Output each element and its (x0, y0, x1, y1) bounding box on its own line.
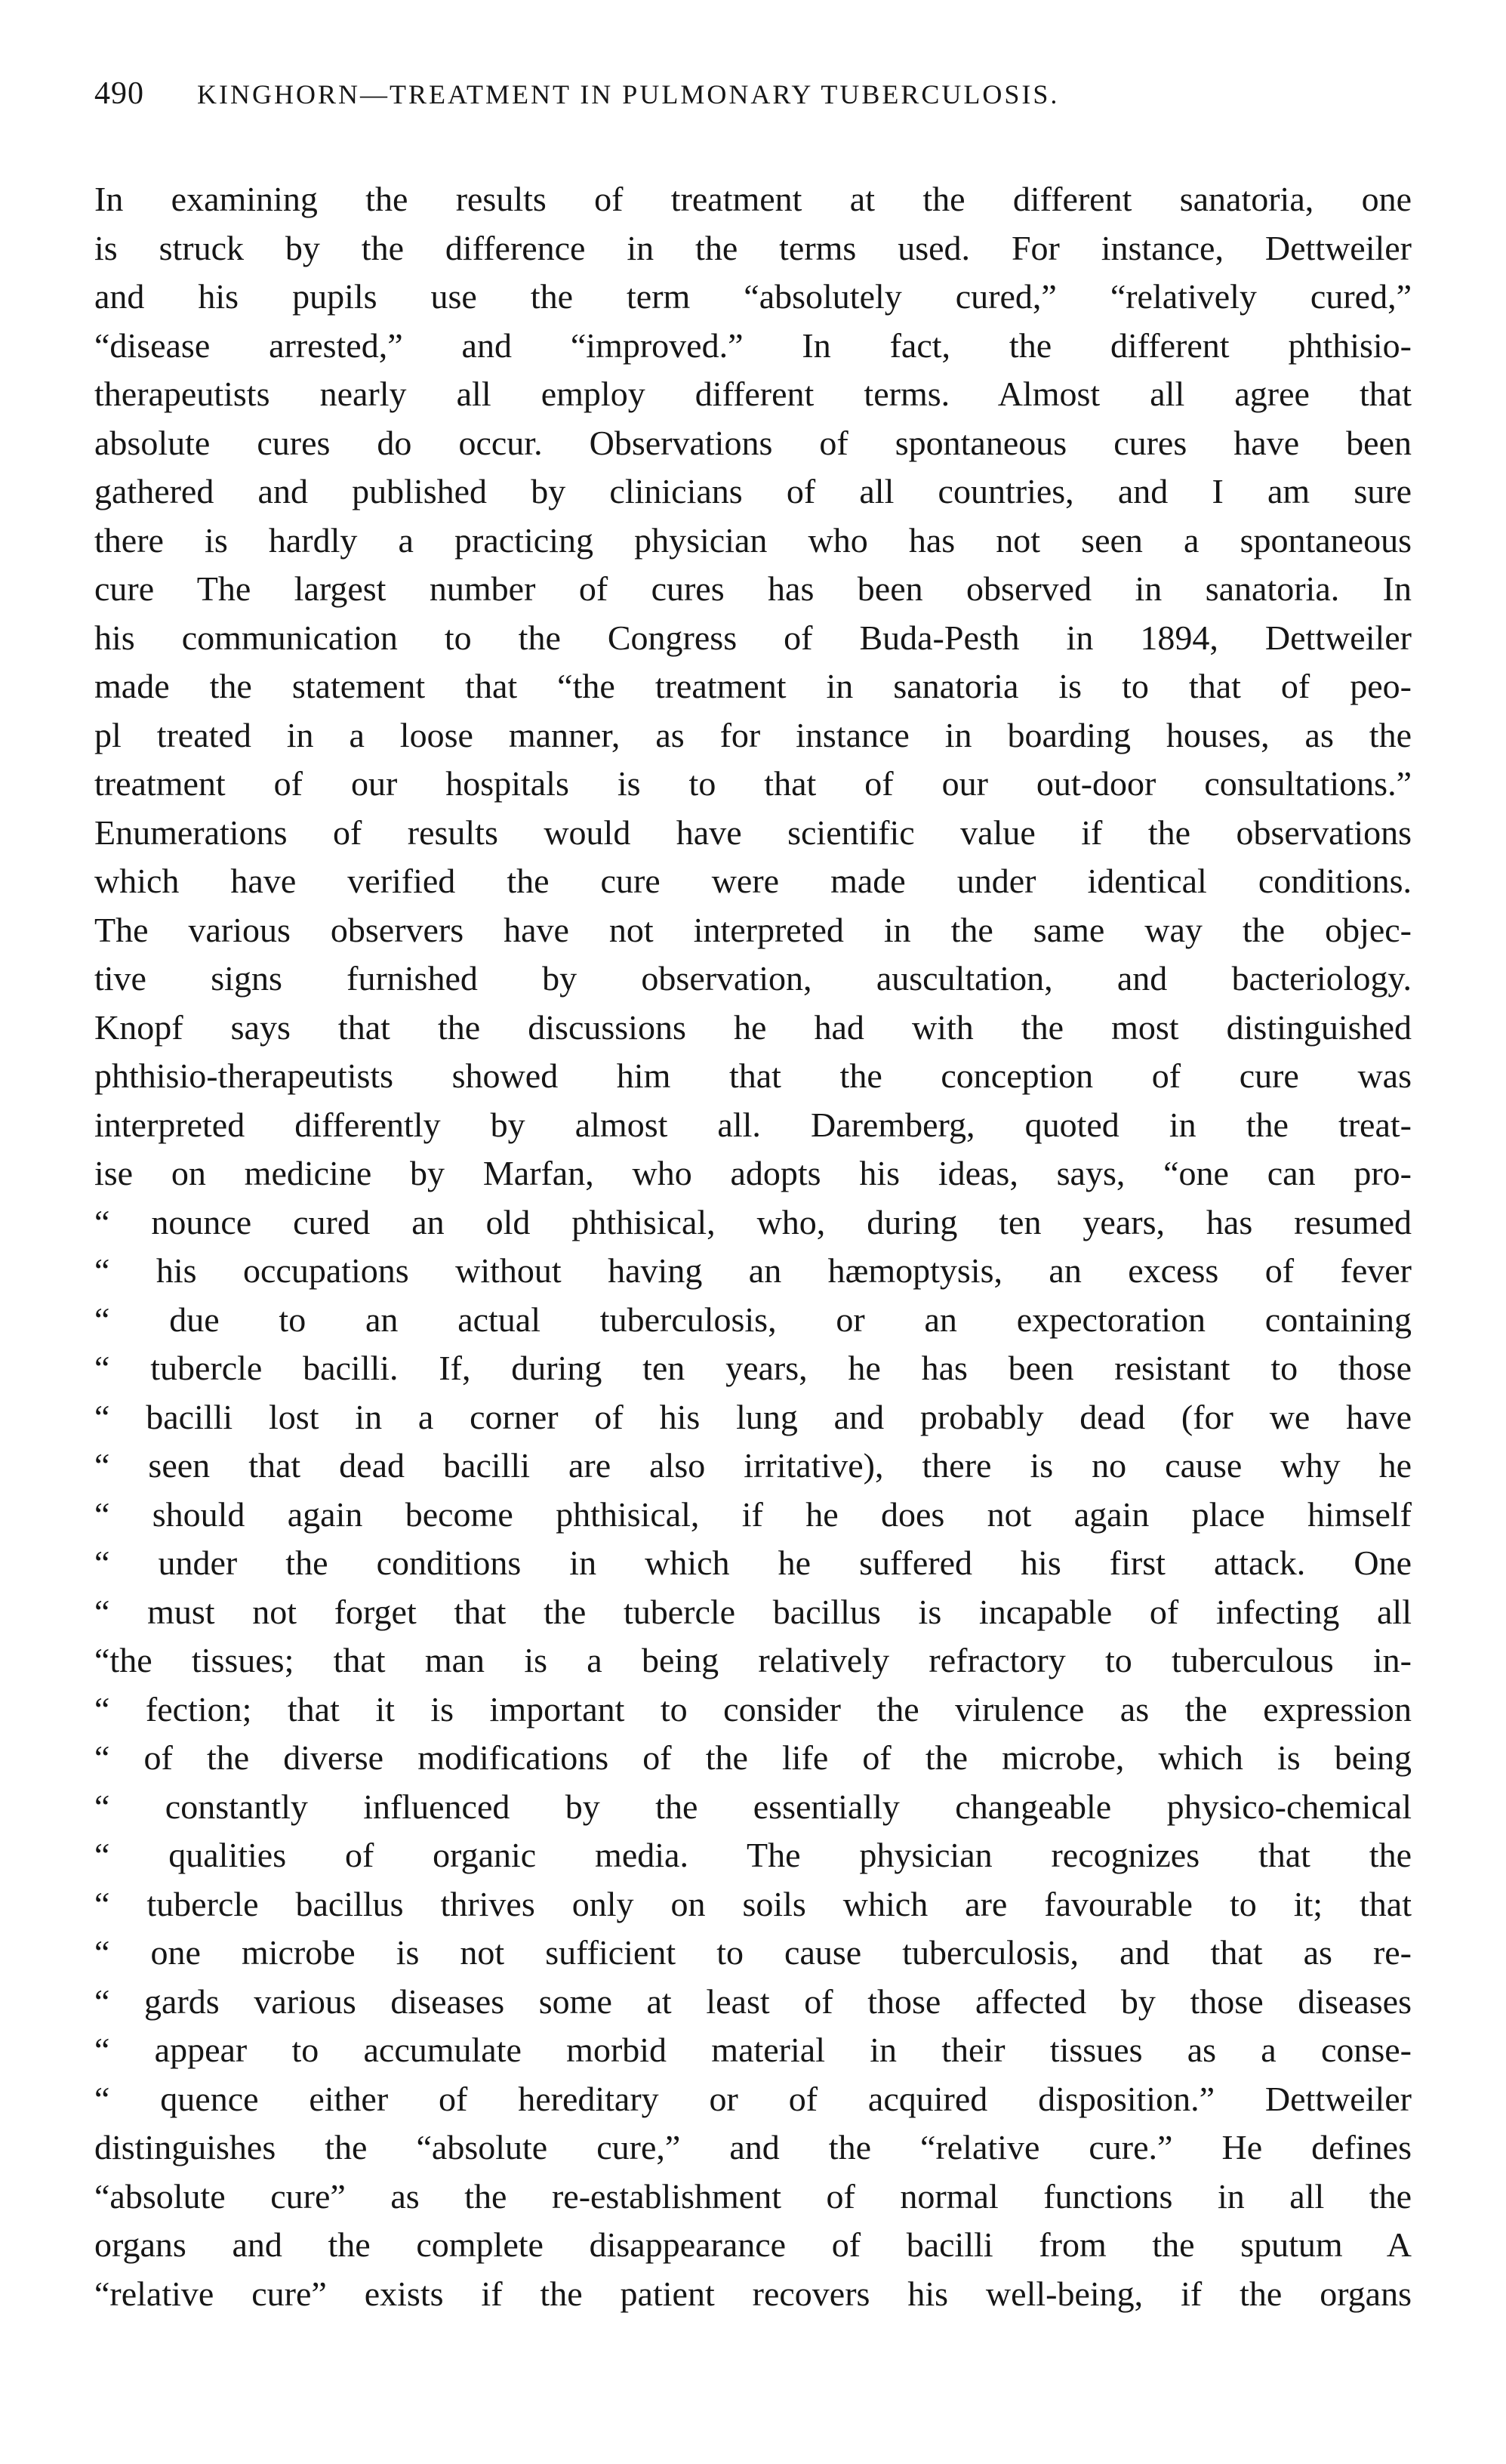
text-line: “ one microbe is not sufficient to cause tuberculosis, and that as re- (94, 1933, 1412, 1972)
text-line: In examining the results of treatment at the different sanatoria, one (94, 180, 1412, 218)
text-line: cure The largest number of cures has been observed in sanatoria. In (94, 569, 1412, 608)
text-line: “ of the diverse modifications of the life of the microbe, which is being (94, 1738, 1412, 1777)
text-line: his communication to the Congress of Buda-Pesth in 1894, Dettweiler (94, 618, 1412, 657)
text-line: “ fection; that it is important to consider the virulence as the expression (94, 1689, 1412, 1729)
text-line: “ quence either of hereditary or of acquired disposition.” Dettweiler (94, 2079, 1412, 2118)
text-line: “ constantly influenced by the essentially changeable physico-chemical (94, 1787, 1412, 1826)
document-page (94, 76, 1412, 2318)
text-line: “relative cure” exists if the patient recovers his well-being, if the organs (94, 2274, 1412, 2313)
text-line: there is hardly a practicing physician who has not seen a spontaneous (94, 520, 1412, 560)
text-line: “absolute cure” as the re-establishment of normal functions in all the (94, 2176, 1412, 2216)
text-line: “ seen that dead bacilli are also irritative), there is no cause why he (94, 1446, 1412, 1485)
text-line: “ tubercle bacillus thrives only on soils which are favourable to it; that (94, 1884, 1412, 1923)
text-line: The various observers have not interpreted in the same way the objec- (94, 910, 1412, 949)
text-line: “ qualities of organic media. The physician recognizes that the (94, 1836, 1412, 1874)
text-line: “ tubercle bacilli. If, during ten years, he has been resistant to those (94, 1349, 1412, 1387)
text-line: pl treated in a loose manner, as for instance in boarding houses, as the (94, 715, 1412, 754)
text-line: absolute cures do occur. Observations of spontaneous cures have been (94, 423, 1412, 462)
text-line: Enumerations of results would have scientific value if the observations (94, 813, 1412, 852)
text-line: therapeutists nearly all employ different terms. Almost all agree that (94, 375, 1412, 413)
text-line: treatment of our hospitals is to that of our out-door consultations.” (94, 764, 1412, 803)
text-line: “ under the conditions in which he suffered his first attack. One (94, 1543, 1412, 1582)
body-text (94, 175, 1412, 2318)
text-line: “ bacilli lost in a corner of his lung and probably dead (for we have (94, 1397, 1412, 1436)
text-line: interpreted differently by almost all. Daremberg, quoted in the treat- (94, 1105, 1412, 1144)
text-line: is struck by the difference in the terms used. For instance, Dettweiler (94, 228, 1412, 267)
text-line: “ must not forget that the tubercle bacillus is incapable of infecting all (94, 1592, 1412, 1631)
page-number: 490 (94, 76, 144, 111)
text-line: distinguishes the “absolute cure,” and the “relative cure.” He defines (94, 2128, 1412, 2166)
running-header (94, 76, 1412, 128)
text-line: “ gards various diseases some at least of those affected by those diseases (94, 1981, 1412, 2021)
text-line: organs and the complete disappearance of bacilli from the sputum A (94, 2225, 1412, 2264)
text-line: phthisio-therapeutists showed him that the conception of cure was (94, 1056, 1412, 1095)
text-line: “disease arrested,” and “improved.” In fact, the different phthisio- (94, 325, 1412, 365)
text-line: “ his occupations without having an hæmoptysis, an excess of fever (94, 1251, 1412, 1290)
text-line: which have verified the cure were made under identical conditions. (94, 862, 1412, 900)
text-line: “ should again become phthisical, if he does not again place himself (94, 1494, 1412, 1534)
running-title: KINGHORN—TREATMENT IN PULMONARY TUBERCULOSIS. (197, 79, 1060, 109)
text-line: “ due to an actual tuberculosis, or an expectoration containing (94, 1300, 1412, 1339)
text-line: made the statement that “the treatment in sanatoria is to that of peo- (94, 667, 1412, 705)
text-line: ise on medicine by Marfan, who adopts his ideas, says, “one can pro- (94, 1154, 1412, 1192)
text-line: “ nounce cured an old phthisical, who, during ten years, has resumed (94, 1202, 1412, 1241)
text-line: and his pupils use the term “absolutely cured,” “relatively cured,” (94, 277, 1412, 316)
text-line: gathered and published by clinicians of all countries, and I am sure (94, 472, 1412, 510)
text-line: “ appear to accumulate morbid material in their tissues as a conse- (94, 2031, 1412, 2069)
text-line: “the tissues; that man is a being relatively refractory to tuberculous in- (94, 1641, 1412, 1679)
text-line: Knopf says that the discussions he had with the most distinguished (94, 1007, 1412, 1047)
text-line: tive signs furnished by observation, auscultation, and bacteriology. (94, 959, 1412, 998)
